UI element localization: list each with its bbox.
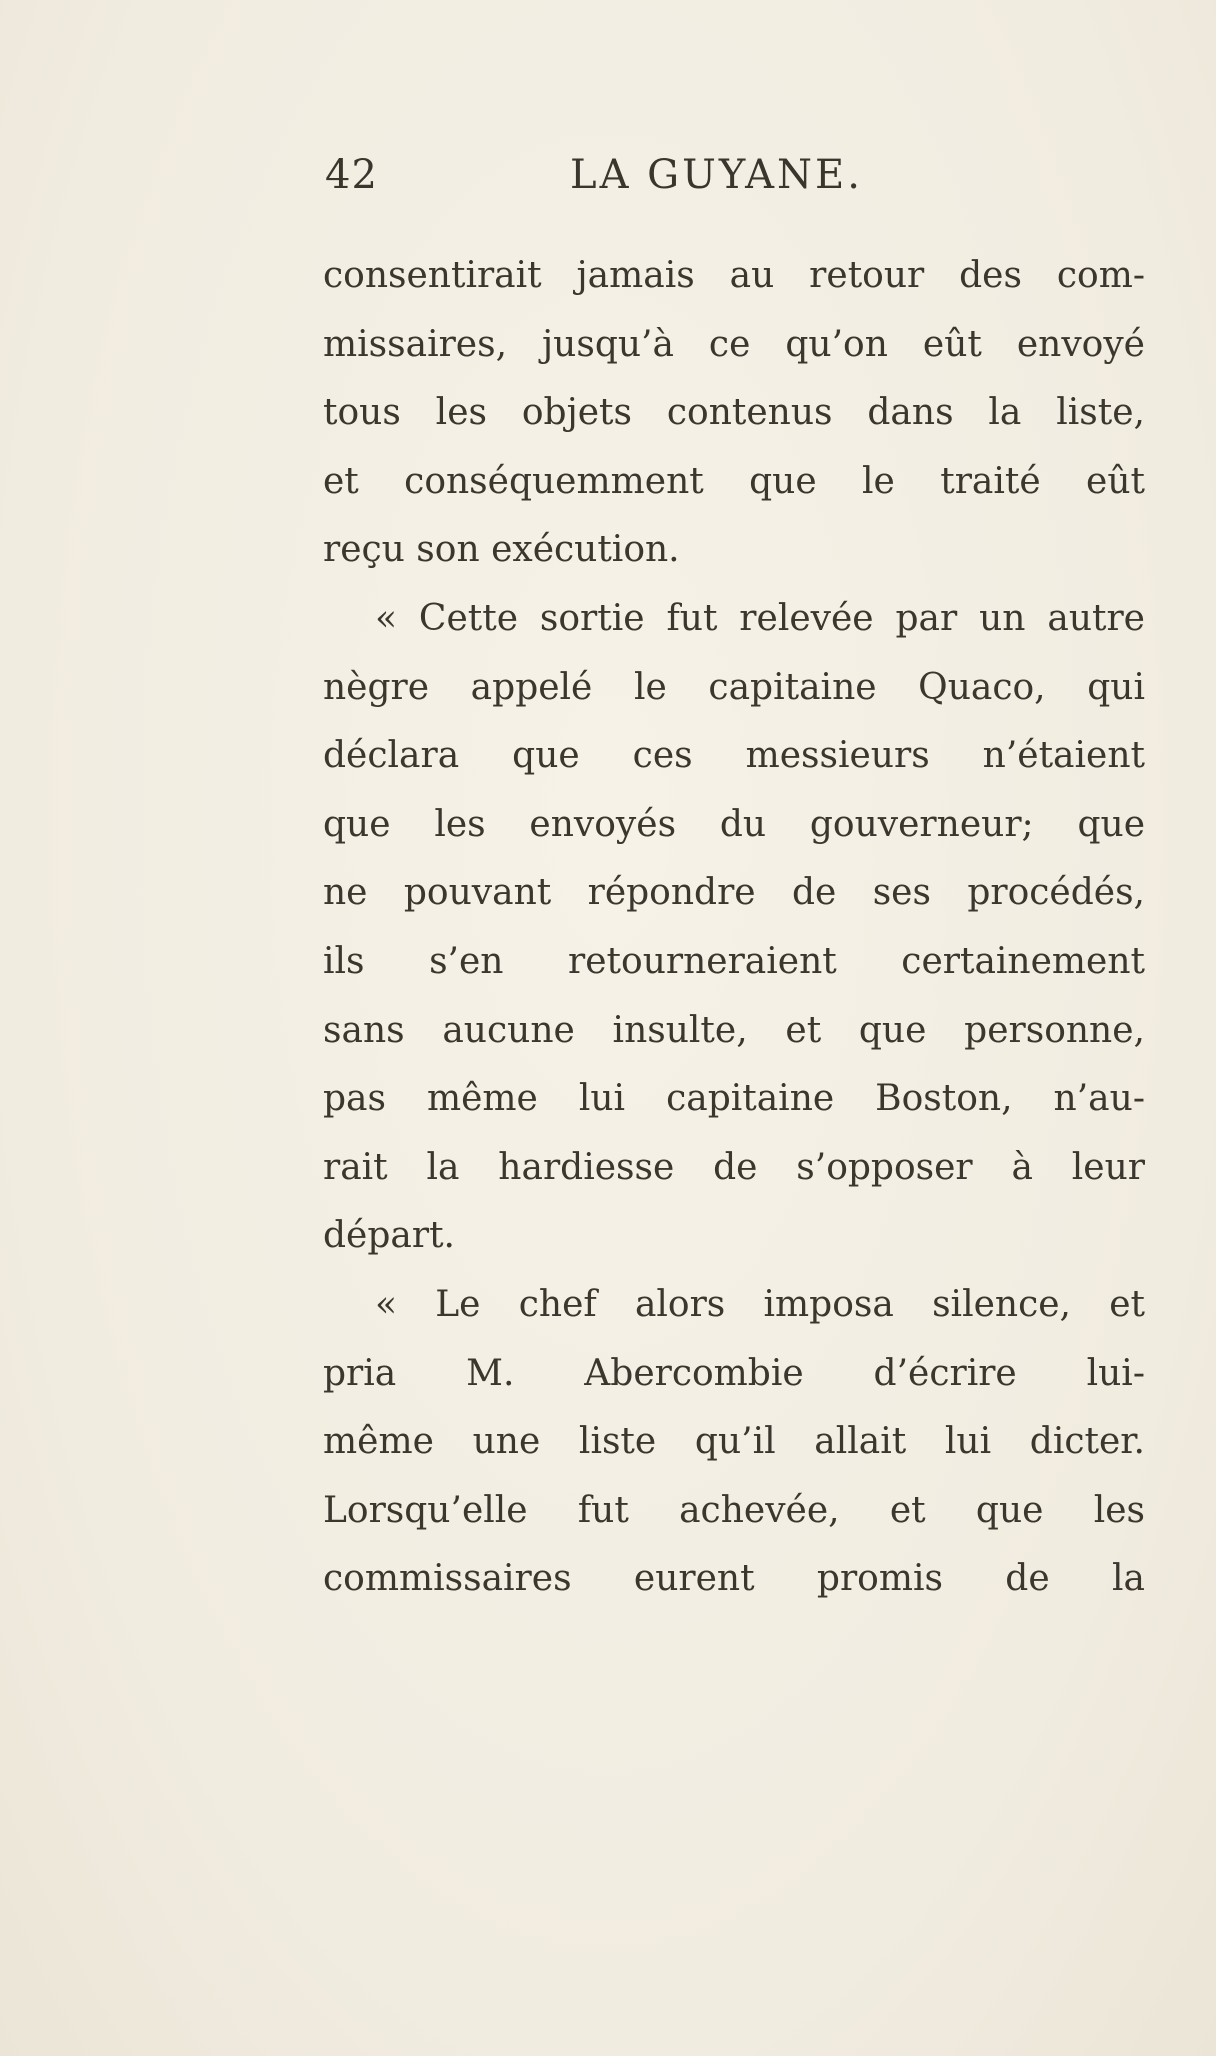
text-line: pas même lui capitaine Boston, n’au-: [323, 1078, 1145, 1120]
text-line: ne pouvant répondre de ses procédés,: [323, 872, 1145, 914]
text-line: sans aucune insulte, et que personne,: [323, 1009, 1145, 1051]
page-number: 42: [325, 152, 378, 198]
text-line: « Cette sortie fut relevée par un autre: [375, 597, 1145, 639]
text-line: même une liste qu’il allait lui dicter.: [323, 1421, 1145, 1463]
text-line: consentirait jamais au retour des com-: [323, 255, 1145, 296]
text-line: et conséquemment que le traité eût: [323, 460, 1145, 502]
text-line: nègre appelé le capitaine Quaco, qui: [323, 666, 1145, 708]
text-line: pria M. Abercombie d’écrire lui-: [323, 1352, 1145, 1394]
text-line: départ.: [323, 1215, 455, 1257]
page-header: [325, 152, 1145, 222]
text-line: que les envoyés du gouverneur; que: [323, 803, 1145, 845]
text-line: « Le chef alors imposa silence, et: [375, 1283, 1145, 1325]
text-line: missaires, jusqu’à ce qu’on eût envoyé: [323, 323, 1145, 365]
running-title: LA GUYANE.: [570, 152, 863, 198]
text-line: rait la hardiesse de s’opposer à leur: [323, 1146, 1145, 1188]
text-line: ils s’en retourneraient certainement: [323, 940, 1145, 982]
text-line: reçu son exécution.: [323, 529, 680, 571]
text-line: commissaires eurent promis de la: [323, 1558, 1145, 1600]
text-line: Lorsqu’elle fut achevée, et que les: [323, 1489, 1145, 1531]
text-line: déclara que ces messieurs n’étaient: [323, 735, 1145, 777]
body-text: [323, 242, 1145, 1614]
text-line: tous les objets contenus dans la liste,: [323, 392, 1145, 434]
